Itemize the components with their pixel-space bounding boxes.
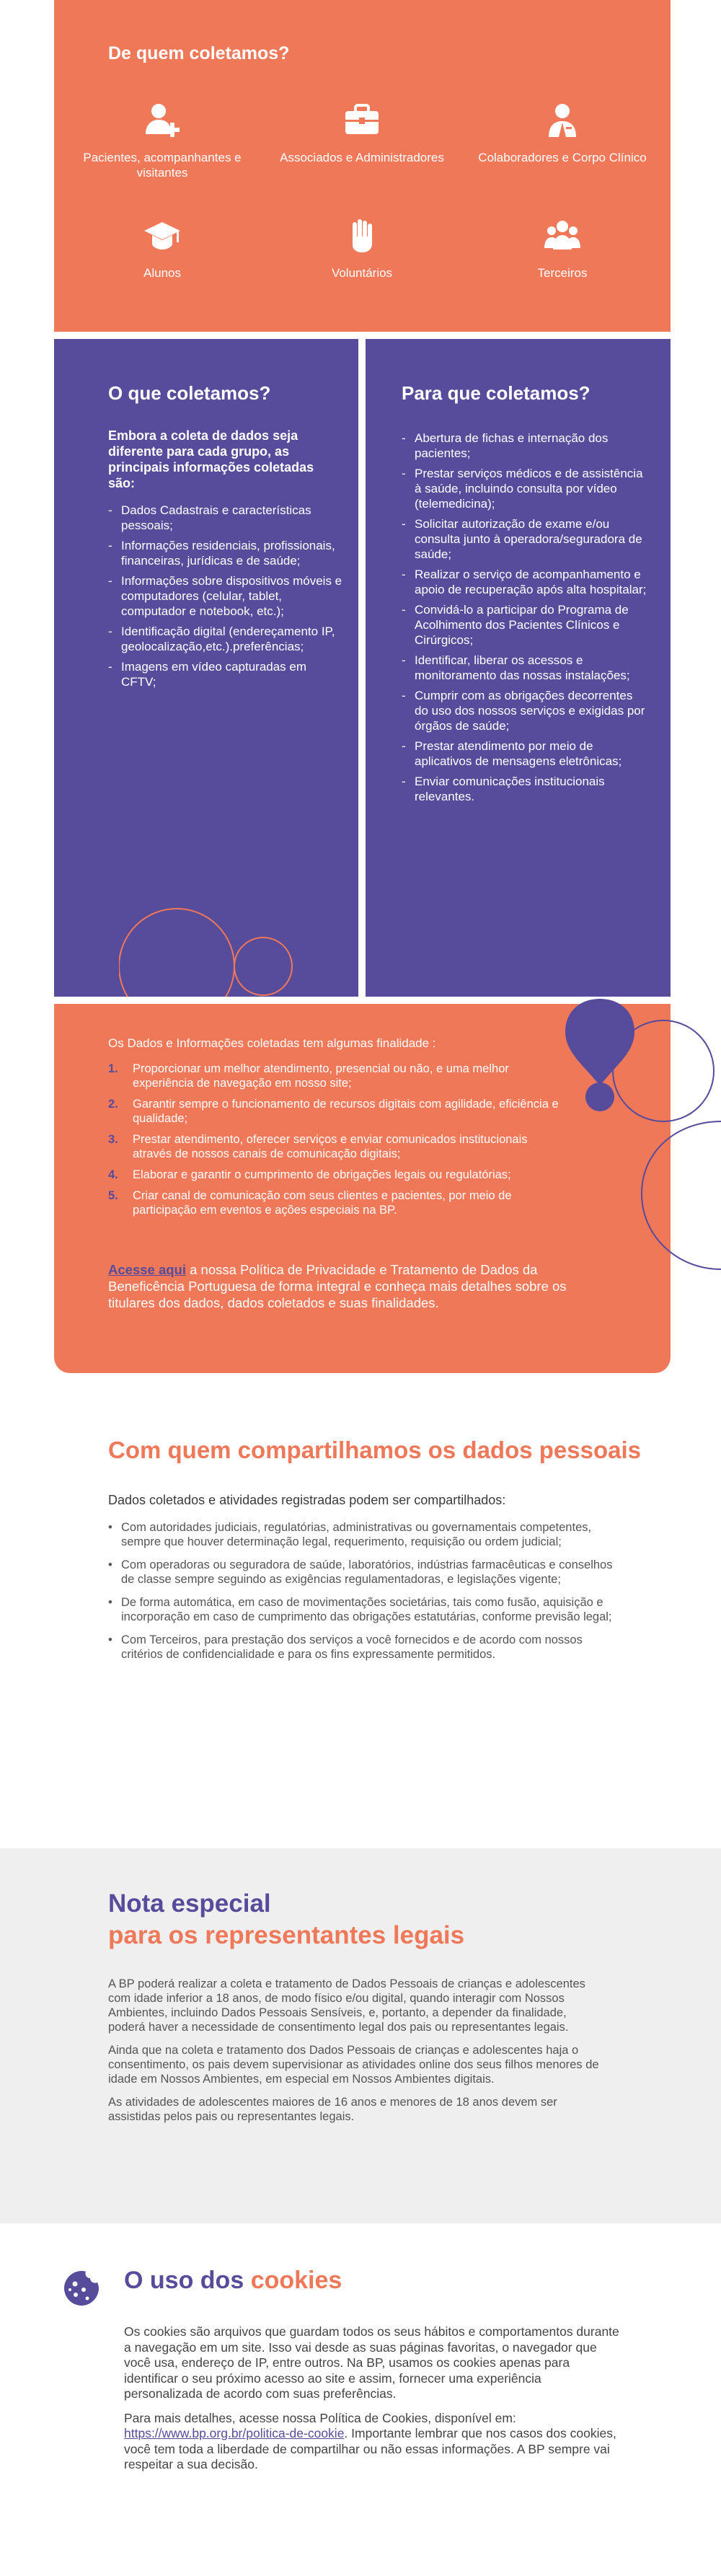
list-item: - Convidá-lo a participar do Programa de Acolhimento dos Pacientes Clínicos e Cirúrgicos; bbox=[402, 602, 649, 648]
list-item bbox=[108, 1168, 570, 1182]
what-section bbox=[54, 339, 358, 997]
who-item-label: Alunos bbox=[143, 266, 181, 280]
share-list bbox=[108, 1520, 613, 1670]
cookie-policy-link[interactable]: https://www.bp.org.br/politica-de-cookie bbox=[124, 2426, 345, 2440]
nota-body bbox=[108, 1977, 606, 2132]
who-section bbox=[54, 0, 671, 332]
item-number: 3. bbox=[108, 1133, 118, 1146]
why-section bbox=[366, 339, 671, 997]
policy-text: a nossa Política de Privacidade e Tratamento de Dados da Beneficência Portuguesa de forma integral e conheça mais detalhes sobre os titulares dos dados, dados coletados e suas finalidades. bbox=[108, 1262, 567, 1310]
briefcase-icon bbox=[342, 101, 381, 140]
list-item bbox=[108, 1132, 570, 1161]
list-item: - Prestar serviços médicos e de assistência à saúde, incluindo consulta por vídeo (telemedicina); bbox=[402, 466, 649, 511]
item-text: Prestar atendimento, oferecer serviços e enviar comunicados institucionais através de nossos canais de comunicação digitais; bbox=[133, 1133, 528, 1160]
policy-link[interactable]: Acesse aqui bbox=[108, 1262, 186, 1277]
policy-paragraph bbox=[108, 1261, 570, 1311]
nota-title-line2: para os representantes legais bbox=[108, 1921, 465, 1949]
nota-title-line1: Nota especial bbox=[108, 1889, 271, 1918]
who-item-patients bbox=[76, 101, 249, 180]
who-item-third-parties bbox=[476, 216, 649, 281]
paragraph bbox=[124, 2411, 622, 2473]
purpose-heading: Os Dados e Informações coletadas tem algumas finalidade : bbox=[108, 1036, 436, 1050]
cookies-title-prefix: O uso dos bbox=[124, 2267, 251, 2294]
list-item: - Enviar comunicações institucionais relevantes. bbox=[402, 774, 649, 804]
what-list bbox=[108, 503, 344, 689]
cookies-title-highlight: cookies bbox=[250, 2267, 342, 2294]
list-item: - Identificação digital (endereçamento IP, geolocalização,etc.).preferências; bbox=[108, 624, 344, 654]
list-item: - Informações residenciais, profissionais, financeiras, jurídicas e de saúde; bbox=[108, 538, 344, 568]
list-item bbox=[108, 1062, 570, 1090]
list-item: - Identificar, liberar os acessos e monitoramento das nossas instalações; bbox=[402, 653, 649, 683]
list-item: • Com Terceiros, para prestação dos serviços a você fornecidos e de acordo com nossos critérios de confidencialidade e para os fins expressamente permitidos. bbox=[108, 1633, 613, 1662]
who-item-label: Pacientes, acompanhantes e visitantes bbox=[83, 151, 242, 180]
list-item: - Abertura de fichas e internação dos pacientes; bbox=[402, 431, 649, 461]
item-text: Criar canal de comunicação com seus clientes e pacientes, por meio de participação em eventos e ações especiais na BP. bbox=[133, 1189, 512, 1217]
list-item: • De forma automática, em caso de movimentações societárias, tais como fusão, aquisição e incorporação em caso de cumprimento das obrigações estatutárias, conforme previsão legal; bbox=[108, 1595, 613, 1624]
paragraph: Ainda que na coleta e tratamento dos Dados Pessoais de crianças e adolescentes haja o consentimento, os pais devem supervisionar as atividades online dos seus filhos menores de idade em Nossos Ambientes, em especial em Nossos Ambientes digitais. bbox=[108, 2044, 599, 2086]
list-item: - Solicitar autorização de exame e/ou consulta junto à operadora/seguradora de saúde; bbox=[402, 516, 649, 562]
list-item bbox=[108, 1188, 570, 1217]
list-item: - Informações sobre dispositivos móveis e computadores (celular, tablet, computador e notebook, etc.); bbox=[108, 573, 344, 619]
cookies-section bbox=[0, 2223, 721, 2576]
who-item-volunteers bbox=[275, 216, 448, 281]
item-number: 5. bbox=[108, 1189, 118, 1202]
decorative-pin-shape bbox=[562, 999, 721, 1280]
paragraph: Os cookies são arquivos que guardam todos os seus hábitos e comportamentos durante a navegação em um site. Isso vai desde as suas páginas favoritas, o navegador que você usa, endereço de IP, entre outros. Na BP, usamos os cookies apenas para identificar o seu próximo acesso ao site e assim, fornecer uma experiência personalizada de acordo com suas preferências. bbox=[124, 2324, 619, 2401]
item-text: Elaborar e garantir o cumprimento de obrigações legais ou regulatórias; bbox=[133, 1168, 511, 1181]
purpose-list bbox=[108, 1062, 570, 1224]
nota-title bbox=[108, 1888, 464, 1951]
who-item-associates bbox=[275, 101, 448, 165]
item-text: Proporcionar um melhor atendimento, presencial ou não, e uma melhor experiência de navegação em nosso site; bbox=[133, 1062, 509, 1090]
doctor-icon bbox=[543, 101, 582, 140]
what-title: O que coletamos? bbox=[108, 382, 271, 404]
list-item: - Dados Cadastrais e características pessoais; bbox=[108, 503, 344, 533]
list-item: • Com autoridades judiciais, regulatórias, administrativas ou governamentais competentes, sempre que houver determinação legal, requerimento, requisição ou ordem judicial; bbox=[108, 1520, 613, 1549]
what-intro: Embora a coleta de dados seja diferente para cada grupo, as principais informações coletadas são: bbox=[108, 428, 314, 490]
who-item-label: Voluntários bbox=[331, 266, 393, 280]
who-item-label: Terceiros bbox=[537, 266, 588, 280]
user-add-icon bbox=[143, 101, 182, 140]
who-item-students bbox=[76, 216, 249, 281]
cookies-p2-prefix: Para mais detalhes, acesse nossa Política de Cookies, disponível em: bbox=[124, 2410, 516, 2425]
why-title: Para que coletamos? bbox=[402, 382, 590, 404]
list-item: - Realizar o serviço de acompanhamento e apoio de recuperação após alta hospitalar; bbox=[402, 567, 649, 597]
item-text: Garantir sempre o funcionamento de recursos digitais com agilidade, eficiência e qualidade; bbox=[133, 1098, 559, 1125]
paragraph: A BP poderá realizar a coleta e tratamento de Dados Pessoais de crianças e adolescentes com idade inferior a 18 anos, de modo físico e/ou digital, quando interagir com Nossos Ambientes, incluindo Dados Pessoais Sensíveis, e, portanto, a depender da finalidade, poderá haver a necessidade de consentimento legal dos pais ou representantes legais. bbox=[108, 1977, 585, 2034]
paragraph: As atividades de adolescentes maiores de 16 anos e menores de 18 anos devem ser assistidas pelos pais ou representantes legais. bbox=[108, 2096, 557, 2123]
group-icon bbox=[543, 216, 582, 255]
item-number: 1. bbox=[108, 1062, 118, 1075]
share-title: Com quem compartilhamos os dados pessoais bbox=[108, 1437, 642, 1463]
cookies-p2-suffix: . Importante lembrar que nos casos dos cookies, você tem toda a liberdade de compartilhar ou não essas informações. A BP sempre vai respeitar a sua decisão. bbox=[124, 2426, 616, 2471]
who-item-staff bbox=[476, 101, 649, 165]
item-number: 2. bbox=[108, 1098, 118, 1111]
why-list bbox=[402, 431, 649, 804]
item-number: 4. bbox=[108, 1168, 118, 1181]
list-item bbox=[108, 1097, 570, 1126]
cookie-icon bbox=[61, 2268, 102, 2308]
who-item-label: Colaboradores e Corpo Clínico bbox=[478, 151, 647, 164]
who-title: De quem coletamos? bbox=[108, 43, 290, 63]
cookies-title bbox=[124, 2267, 342, 2295]
graduation-cap-icon bbox=[143, 216, 182, 255]
cookies-body bbox=[124, 2324, 622, 2482]
list-item: - Imagens em vídeo capturadas em CFTV; bbox=[108, 659, 344, 689]
decorative-circle-shape bbox=[119, 887, 299, 997]
list-item: • Com operadoras ou seguradora de saúde, laboratórios, indústrias farmacêuticas e conselhos de classe sempre seguindo as exigências regulamentadoras, e legislações vigente; bbox=[108, 1558, 613, 1587]
legal-representatives-section bbox=[0, 1848, 721, 2223]
share-intro: Dados coletados e atividades registradas podem ser compartilhados: bbox=[108, 1493, 506, 1507]
share-section bbox=[0, 1413, 721, 1846]
who-item-label: Associados e Administradores bbox=[280, 151, 444, 164]
list-item: - Prestar atendimento por meio de aplicativos de mensagens eletrônicas; bbox=[402, 738, 649, 769]
raised-hand-icon bbox=[342, 216, 381, 255]
list-item: - Cumprir com as obrigações decorrentes do uso dos nossos serviços e exigidas por órgãos de saúde; bbox=[402, 688, 649, 733]
